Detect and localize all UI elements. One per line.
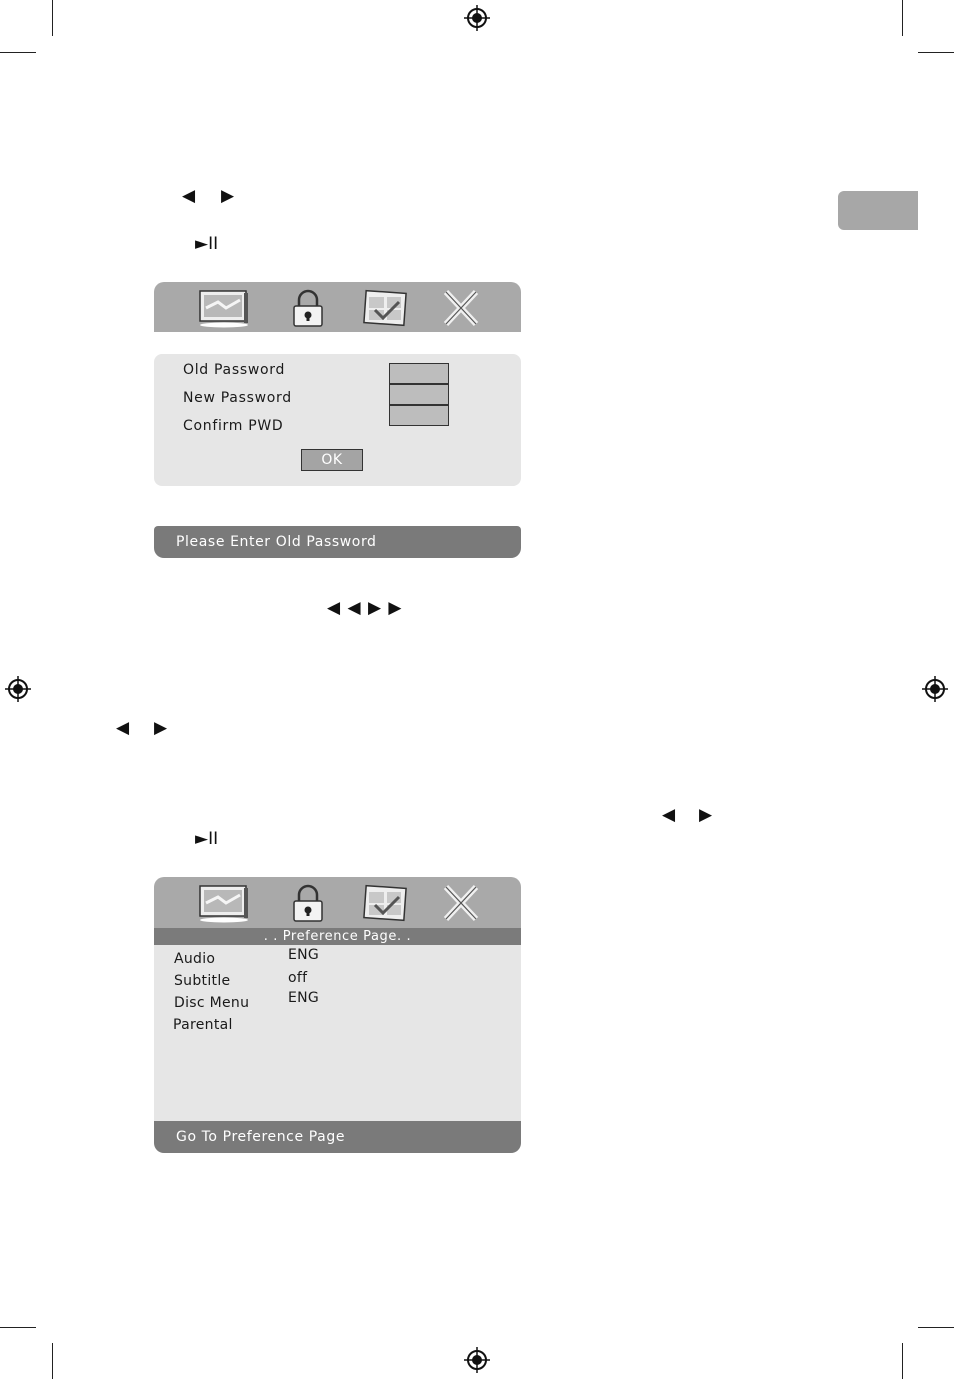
ok-button[interactable]: OK <box>301 449 363 471</box>
chapter-tab-marker <box>838 191 918 230</box>
registration-mark-icon <box>464 5 490 31</box>
setup-menu-icon-bar <box>154 282 521 332</box>
parental-label[interactable]: Parental <box>173 1017 233 1033</box>
registration-mark-icon <box>464 1347 490 1373</box>
subtitle-value: off <box>288 970 308 986</box>
play-pause-icon: ►II <box>195 829 219 849</box>
registration-mark-icon <box>922 676 948 702</box>
crop-mark <box>52 0 53 36</box>
crop-mark <box>0 1327 36 1328</box>
crop-mark <box>0 52 36 53</box>
disc-menu-label[interactable]: Disc Menu <box>174 995 250 1011</box>
password-status-bar: Please Enter Old Password <box>154 526 521 558</box>
preference-checkmark-icon[interactable] <box>357 883 413 923</box>
right-arrow-icon: ▶ <box>154 718 168 738</box>
new-password-label: New Password <box>183 390 292 406</box>
left-arrow-icon: ◀ <box>182 186 196 206</box>
play-pause-icon: ►II <box>195 234 219 254</box>
preference-status-bar: Go To Preference Page <box>154 1121 521 1153</box>
exit-x-icon[interactable] <box>433 288 489 328</box>
crop-mark <box>902 1343 903 1379</box>
left-arrow-icon: ◀ <box>662 805 676 825</box>
crop-mark <box>902 0 903 36</box>
audio-value: ENG <box>288 947 320 963</box>
old-password-field[interactable] <box>389 363 449 384</box>
new-password-field[interactable] <box>389 384 449 405</box>
right-arrow-icon: ▶ <box>699 805 713 825</box>
old-password-label: Old Password <box>183 362 286 378</box>
left-arrow-icon: ◀ <box>116 718 130 738</box>
exit-x-icon[interactable] <box>433 883 489 923</box>
confirm-password-label: Confirm PWD <box>183 418 284 434</box>
registration-mark-icon <box>5 676 31 702</box>
crop-mark <box>918 1327 954 1328</box>
tv-picture-icon[interactable] <box>196 883 252 923</box>
crop-mark <box>52 1343 53 1379</box>
padlock-icon[interactable] <box>280 288 336 328</box>
navigation-arrows-icon: ◀ ◀ ▶ ▶ <box>327 598 403 618</box>
audio-label[interactable]: Audio <box>174 951 216 967</box>
right-arrow-icon: ▶ <box>221 186 235 206</box>
preference-checkmark-icon[interactable] <box>357 288 413 328</box>
preference-page-header: . . Preference Page. . <box>154 928 521 945</box>
crop-mark <box>918 52 954 53</box>
tv-picture-icon[interactable] <box>196 288 252 328</box>
disc-menu-value: ENG <box>288 990 320 1006</box>
subtitle-label[interactable]: Subtitle <box>174 973 231 989</box>
padlock-icon[interactable] <box>280 883 336 923</box>
confirm-password-field[interactable] <box>389 405 449 426</box>
setup-menu-icon-bar <box>154 877 521 928</box>
preference-panel <box>154 945 521 1121</box>
